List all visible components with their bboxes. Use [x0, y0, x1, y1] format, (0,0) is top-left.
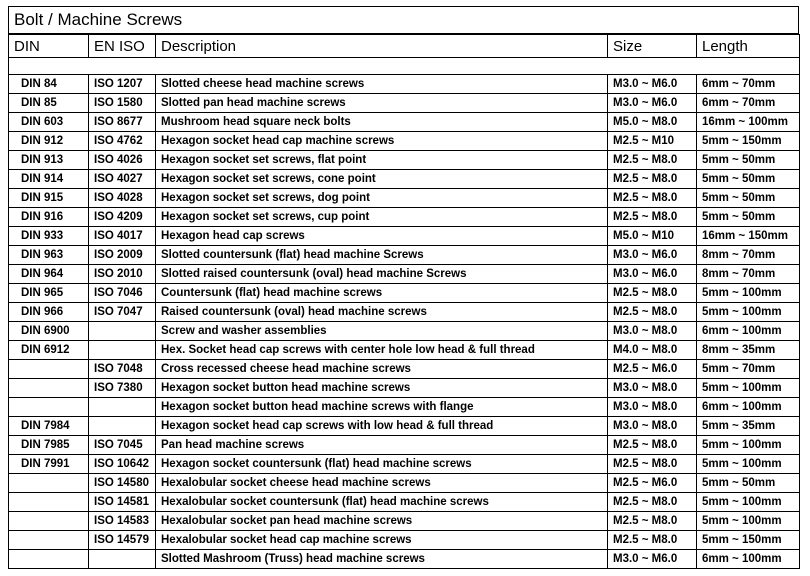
cell-iso: ISO 7046	[89, 284, 156, 303]
cell-iso: ISO 14580	[89, 474, 156, 493]
cell-description: Hexagon socket set screws, cup point	[156, 208, 608, 227]
cell-din: DIN 913	[9, 151, 89, 170]
cell-description: Cross recessed cheese head machine screws	[156, 360, 608, 379]
cell-iso: ISO 4026	[89, 151, 156, 170]
table-row	[9, 246, 800, 265]
table-row	[9, 284, 800, 303]
cell-length: 16mm ~ 150mm	[697, 227, 800, 246]
cell-description: Hexalobular socket pan head machine screws	[156, 512, 608, 531]
cell-iso	[89, 550, 156, 569]
cell-length: 5mm ~ 35mm	[697, 417, 800, 436]
screw-spec-sheet	[8, 6, 799, 569]
cell-size: M2.5 ~ M8.0	[608, 189, 697, 208]
cell-length: 5mm ~ 50mm	[697, 151, 800, 170]
table-row	[9, 75, 800, 94]
cell-din: DIN 933	[9, 227, 89, 246]
table-row	[9, 512, 800, 531]
cell-description: Slotted pan head machine screws	[156, 94, 608, 113]
table-row	[9, 341, 800, 360]
column-header-iso: EN ISO	[89, 35, 156, 58]
table-row	[9, 303, 800, 322]
table-row	[9, 379, 800, 398]
cell-iso: ISO 4028	[89, 189, 156, 208]
table-row	[9, 360, 800, 379]
cell-din	[9, 531, 89, 550]
cell-iso	[89, 417, 156, 436]
cell-iso: ISO 14583	[89, 512, 156, 531]
cell-din: DIN 915	[9, 189, 89, 208]
header-row	[9, 35, 800, 58]
cell-din: DIN 966	[9, 303, 89, 322]
cell-size: M2.5 ~ M6.0	[608, 474, 697, 493]
cell-iso: ISO 8677	[89, 113, 156, 132]
table-row	[9, 417, 800, 436]
cell-iso: ISO 1580	[89, 94, 156, 113]
table-row	[9, 436, 800, 455]
cell-din: DIN 84	[9, 75, 89, 94]
cell-description: Countersunk (flat) head machine screws	[156, 284, 608, 303]
cell-length: 5mm ~ 100mm	[697, 493, 800, 512]
cell-din	[9, 550, 89, 569]
spacer-row	[9, 58, 800, 75]
cell-size: M3.0 ~ M6.0	[608, 265, 697, 284]
table-row	[9, 113, 800, 132]
cell-iso: ISO 7048	[89, 360, 156, 379]
cell-description: Hexagon socket set screws, cone point	[156, 170, 608, 189]
cell-description: Hexalobular socket head cap machine screws	[156, 531, 608, 550]
cell-length: 6mm ~ 100mm	[697, 398, 800, 417]
cell-iso: ISO 4209	[89, 208, 156, 227]
table-row	[9, 151, 800, 170]
cell-description: Pan head machine screws	[156, 436, 608, 455]
cell-length: 5mm ~ 100mm	[697, 284, 800, 303]
table-row	[9, 189, 800, 208]
cell-iso	[89, 322, 156, 341]
cell-size: M3.0 ~ M6.0	[608, 75, 697, 94]
cell-iso: ISO 14579	[89, 531, 156, 550]
cell-size: M3.0 ~ M8.0	[608, 379, 697, 398]
cell-iso	[89, 398, 156, 417]
cell-din: DIN 6900	[9, 322, 89, 341]
cell-size: M2.5 ~ M8.0	[608, 303, 697, 322]
screw-table	[8, 34, 800, 569]
cell-iso: ISO 4027	[89, 170, 156, 189]
cell-iso: ISO 2010	[89, 265, 156, 284]
cell-size: M3.0 ~ M6.0	[608, 94, 697, 113]
spacer-cell	[9, 58, 800, 75]
cell-din: DIN 965	[9, 284, 89, 303]
cell-size: M2.5 ~ M8.0	[608, 493, 697, 512]
cell-size: M2.5 ~ M8.0	[608, 151, 697, 170]
cell-din	[9, 474, 89, 493]
cell-din: DIN 912	[9, 132, 89, 151]
cell-size: M5.0 ~ M10	[608, 227, 697, 246]
column-header-din: DIN	[9, 35, 89, 58]
cell-size: M2.5 ~ M8.0	[608, 170, 697, 189]
cell-din	[9, 512, 89, 531]
cell-length: 6mm ~ 70mm	[697, 94, 800, 113]
cell-din: DIN 85	[9, 94, 89, 113]
cell-length: 6mm ~ 70mm	[697, 75, 800, 94]
cell-description: Hexagon socket head cap screws with low head & full thread	[156, 417, 608, 436]
cell-description: Hexagon socket head cap machine screws	[156, 132, 608, 151]
cell-description: Hexalobular socket countersunk (flat) head machine screws	[156, 493, 608, 512]
cell-size: M3.0 ~ M6.0	[608, 550, 697, 569]
cell-din: DIN 603	[9, 113, 89, 132]
cell-length: 5mm ~ 50mm	[697, 170, 800, 189]
cell-size: M3.0 ~ M8.0	[608, 398, 697, 417]
cell-description: Hexagon socket countersunk (flat) head machine screws	[156, 455, 608, 474]
cell-length: 5mm ~ 100mm	[697, 379, 800, 398]
cell-description: Slotted cheese head machine screws	[156, 75, 608, 94]
cell-description: Slotted raised countersunk (oval) head machine Screws	[156, 265, 608, 284]
cell-length: 8mm ~ 70mm	[697, 265, 800, 284]
cell-description: Hexagon socket button head machine screws	[156, 379, 608, 398]
cell-din: DIN 916	[9, 208, 89, 227]
cell-length: 5mm ~ 50mm	[697, 189, 800, 208]
sheet-title: Bolt / Machine Screws	[8, 6, 799, 34]
cell-length: 5mm ~ 50mm	[697, 208, 800, 227]
table-row	[9, 227, 800, 246]
cell-size: M2.5 ~ M8.0	[608, 284, 697, 303]
cell-din: DIN 963	[9, 246, 89, 265]
cell-size: M3.0 ~ M8.0	[608, 417, 697, 436]
cell-din	[9, 398, 89, 417]
table-row	[9, 94, 800, 113]
table-row	[9, 474, 800, 493]
cell-description: Hexagon socket set screws, dog point	[156, 189, 608, 208]
table-body	[9, 75, 800, 569]
cell-iso: ISO 1207	[89, 75, 156, 94]
cell-length: 8mm ~ 35mm	[697, 341, 800, 360]
cell-description: Hexalobular socket cheese head machine screws	[156, 474, 608, 493]
cell-iso: ISO 2009	[89, 246, 156, 265]
cell-iso: ISO 10642	[89, 455, 156, 474]
cell-length: 6mm ~ 100mm	[697, 550, 800, 569]
cell-description: Mushroom head square neck bolts	[156, 113, 608, 132]
cell-iso: ISO 14581	[89, 493, 156, 512]
table-row	[9, 170, 800, 189]
table-row	[9, 265, 800, 284]
cell-size: M2.5 ~ M8.0	[608, 531, 697, 550]
cell-size: M2.5 ~ M10	[608, 132, 697, 151]
column-header-description: Description	[156, 35, 608, 58]
cell-description: Hexagon head cap screws	[156, 227, 608, 246]
column-header-length: Length	[697, 35, 800, 58]
table-row	[9, 322, 800, 341]
cell-din: DIN 7984	[9, 417, 89, 436]
cell-din	[9, 379, 89, 398]
cell-size: M3.0 ~ M6.0	[608, 246, 697, 265]
cell-size: M4.0 ~ M8.0	[608, 341, 697, 360]
cell-iso: ISO 7047	[89, 303, 156, 322]
cell-length: 6mm ~ 100mm	[697, 322, 800, 341]
cell-iso: ISO 4762	[89, 132, 156, 151]
table-row	[9, 208, 800, 227]
cell-din: DIN 6912	[9, 341, 89, 360]
cell-length: 5mm ~ 100mm	[697, 455, 800, 474]
cell-length: 16mm ~ 100mm	[697, 113, 800, 132]
cell-description: Slotted countersunk (flat) head machine Screws	[156, 246, 608, 265]
cell-description: Slotted Mashroom (Truss) head machine screws	[156, 550, 608, 569]
cell-length: 5mm ~ 70mm	[697, 360, 800, 379]
cell-length: 5mm ~ 150mm	[697, 132, 800, 151]
cell-din: DIN 964	[9, 265, 89, 284]
cell-size: M2.5 ~ M8.0	[608, 455, 697, 474]
cell-description: Screw and washer assemblies	[156, 322, 608, 341]
column-header-size: Size	[608, 35, 697, 58]
cell-size: M5.0 ~ M8.0	[608, 113, 697, 132]
cell-size: M2.5 ~ M8.0	[608, 512, 697, 531]
table-row	[9, 455, 800, 474]
cell-din	[9, 493, 89, 512]
cell-description: Raised countersunk (oval) head machine screws	[156, 303, 608, 322]
cell-length: 5mm ~ 100mm	[697, 436, 800, 455]
cell-din: DIN 914	[9, 170, 89, 189]
cell-size: M3.0 ~ M8.0	[608, 322, 697, 341]
table-row	[9, 132, 800, 151]
cell-iso	[89, 341, 156, 360]
cell-size: M2.5 ~ M6.0	[608, 360, 697, 379]
cell-iso: ISO 4017	[89, 227, 156, 246]
cell-length: 5mm ~ 100mm	[697, 512, 800, 531]
cell-din: DIN 7991	[9, 455, 89, 474]
table-row	[9, 550, 800, 569]
table-row	[9, 493, 800, 512]
cell-length: 5mm ~ 150mm	[697, 531, 800, 550]
cell-size: M2.5 ~ M8.0	[608, 208, 697, 227]
cell-din: DIN 7985	[9, 436, 89, 455]
cell-description: Hexagon socket button head machine screws with flange	[156, 398, 608, 417]
cell-din	[9, 360, 89, 379]
cell-description: Hex. Socket head cap screws with center hole low head & full thread	[156, 341, 608, 360]
cell-length: 5mm ~ 50mm	[697, 474, 800, 493]
cell-length: 8mm ~ 70mm	[697, 246, 800, 265]
cell-iso: ISO 7380	[89, 379, 156, 398]
cell-size: M2.5 ~ M8.0	[608, 436, 697, 455]
cell-iso: ISO 7045	[89, 436, 156, 455]
table-row	[9, 531, 800, 550]
cell-length: 5mm ~ 100mm	[697, 303, 800, 322]
cell-description: Hexagon socket set screws, flat point	[156, 151, 608, 170]
table-row	[9, 398, 800, 417]
